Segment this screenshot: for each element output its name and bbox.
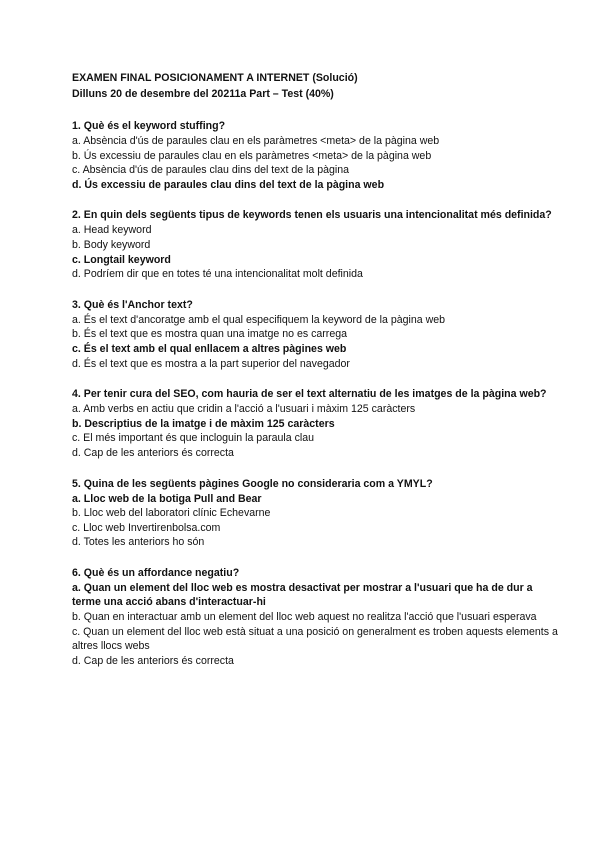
answer-option: d. Cap de les anteriors és correcta xyxy=(72,654,234,667)
correct-answer-option: c. Longtail keyword xyxy=(72,253,171,266)
answer-option: b. Ús excessiu de paraules clau en els paràmetres <meta> de la pàgina web xyxy=(72,149,432,162)
answer-option: a. És el text d'ancoratge amb el qual especifiquem la keyword de la pàgina web xyxy=(72,313,446,326)
answer-option: b. Body keyword xyxy=(72,238,151,251)
answer-option: d. Totes les anteriors ho són xyxy=(72,536,205,549)
answer-option: b. Quan en interactuar amb un element del lloc web aquest no realitza l'acció que l'usuari esperava xyxy=(72,611,537,624)
answer-option: a. Head keyword xyxy=(72,224,152,237)
answer-option: b. Lloc web del laboratori clínic Echevarne xyxy=(72,507,271,520)
question-4 xyxy=(72,387,560,460)
question-title: 2. En quin dels següents tipus de keywords tenen els usuaris una intencionalitat més definida? xyxy=(72,209,552,222)
answer-option: d. És el text que es mostra a la part superior del navegador xyxy=(72,357,350,370)
answer-option: d. Cap de les anteriors és correcta xyxy=(72,446,234,459)
correct-answer-option: a. Lloc web de la botiga Pull and Bear xyxy=(72,492,262,505)
question-5 xyxy=(72,477,560,550)
correct-answer-option: b. Descriptius de la imatge i de màxim 125 caràcters xyxy=(72,417,335,430)
answer-option: b. És el text que es mostra quan una imatge no es carrega xyxy=(72,328,348,341)
correct-answer-option: c. És el text amb el qual enllacem a altres pàgines web xyxy=(72,342,347,355)
answer-option: a. Absència d'ús de paraules clau en els paràmetres <meta> de la pàgina web xyxy=(72,135,440,147)
answer-option: c. Lloc web Invertirenbolsa.com xyxy=(72,521,221,534)
question-6 xyxy=(72,566,560,669)
exam-header xyxy=(72,70,560,102)
question-2 xyxy=(72,208,560,281)
question-title: 6. Què és un affordance negatiu? xyxy=(72,566,240,579)
question-title: 5. Quina de les següents pàgines Google no consideraria com a YMYL? xyxy=(72,477,433,490)
exam-title: EXAMEN FINAL POSICIONAMENT A INTERNET (Solució) xyxy=(72,72,358,84)
answer-option: c. Quan un element del lloc web està situat a una posició on generalment es troben aquests elements a altres llocs webs xyxy=(72,625,558,653)
correct-answer-option: a. Quan un element del lloc web es mostra desactivat per mostrar a l'usuari que ha de dur a terme una acció abans d'interactuar-hi xyxy=(72,581,533,609)
question-title: 3. Què és l'Anchor text? xyxy=(72,298,193,311)
question-1 xyxy=(72,119,560,192)
answer-option: c. Absència d'ús de paraules clau dins del text de la pàgina xyxy=(72,164,350,177)
question-title: 1. Què és el keyword stuffing? xyxy=(72,120,226,132)
exam-subtitle: Dilluns 20 de desembre del 20211a Part – Test (40%) xyxy=(72,88,334,100)
question-title: 4. Per tenir cura del SEO, com hauria de ser el text alternatiu de les imatges de la pàgina web? xyxy=(72,388,547,401)
correct-answer-option: d. Ús excessiu de paraules clau dins del text de la pàgina web xyxy=(72,178,385,191)
question-3 xyxy=(72,298,560,371)
answer-option: a. Amb verbs en actiu que cridin a l'acció a l'usuari i màxim 125 caràcters xyxy=(72,403,416,416)
answer-option: c. El més important és que incloguin la paraula clau xyxy=(72,432,315,445)
answer-option: d. Podríem dir que en totes té una intencionalitat molt definida xyxy=(72,268,363,281)
